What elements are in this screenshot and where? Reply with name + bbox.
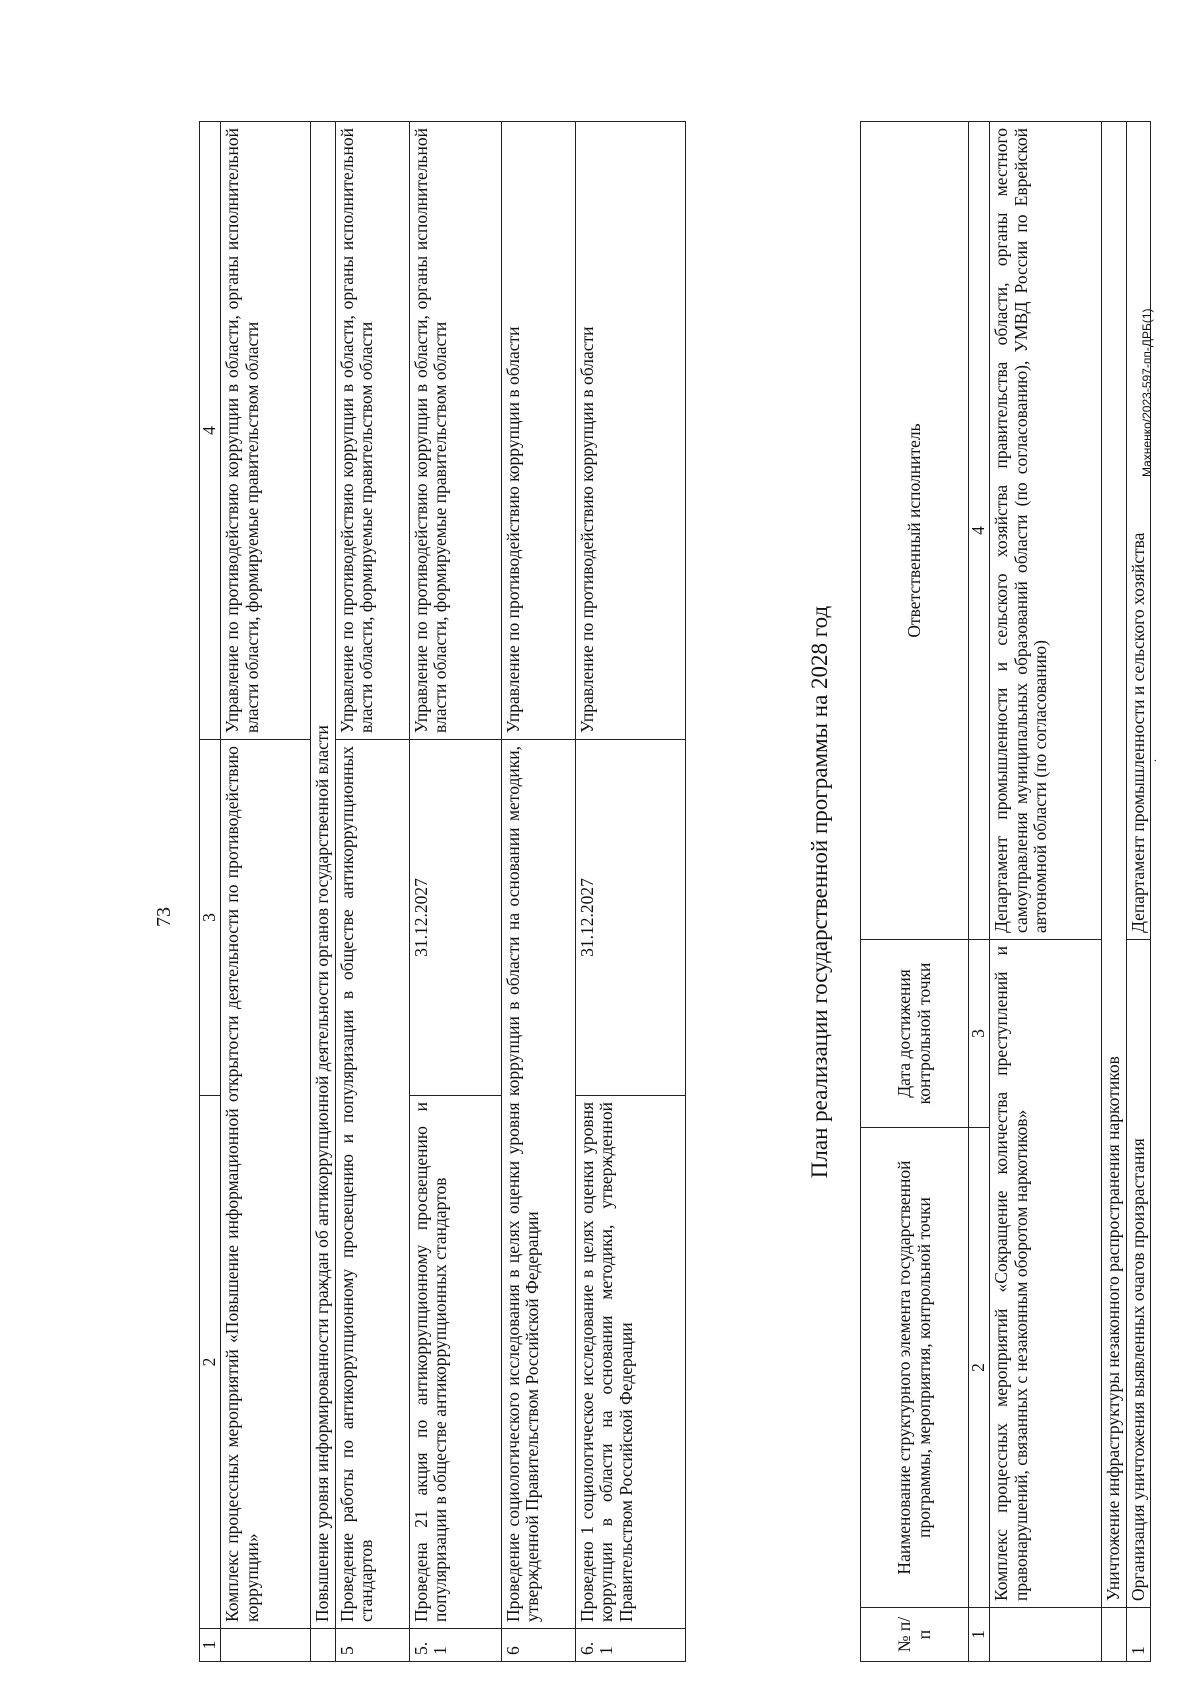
- row-date: 31.12.2027: [575, 740, 685, 1096]
- header-row: [861, 122, 969, 1662]
- row-name: Проведение работы по антикоррупционному просвещению и популяризации в обществе антикоррупционных стандартов: [335, 740, 409, 1629]
- row-executor: Управление по противодействию коррупции в области, органы исполнительной власти области, формируемые правительством области: [335, 122, 409, 740]
- row-number: 5.1: [409, 1629, 501, 1662]
- row-number: 5: [335, 1629, 409, 1662]
- page-number: 73: [153, 907, 175, 927]
- column-number: 3: [200, 740, 221, 1096]
- column-number-row: [969, 122, 990, 1662]
- table-row: [501, 122, 575, 1662]
- row-name: Проведена 21 акция по антикоррупционному просвещению и популяризации в обществе антикоррупционных стандартов: [409, 1096, 501, 1629]
- row-executor: Управление по противодействию коррупции в области, органы исполнительной власти области, формируемые правительством области: [221, 122, 311, 740]
- section-row: [1102, 122, 1127, 1662]
- table-plan-2027: [199, 121, 686, 1662]
- header-date: Дата достижения контрольной точки: [861, 940, 969, 1128]
- row-number: [221, 1629, 311, 1662]
- rotated-content: [135, 102, 1159, 1662]
- column-number: 4: [200, 122, 221, 740]
- row-name: Комплекс процессных мероприятий «Повышение информационной открытости деятельности по противодействию коррупции»: [221, 740, 311, 1629]
- section-title: Уничтожение инфраструктуры незаконного распространения наркотиков: [1102, 122, 1127, 1608]
- row-executor: Департамент промышленности и сельского хозяйства: [1126, 122, 1151, 940]
- column-number: 1: [969, 1608, 990, 1662]
- table-plan-2028: [860, 121, 1151, 1662]
- row-executor: Управление по противодействию коррупции в области: [575, 122, 685, 740]
- table-row: [335, 122, 409, 1662]
- row-executor: Департамент промышленности и сельского хозяйства правительства области, органы местного самоуправления муниципальных образований области (по согласованию), УМВД России по Еврейской автономной области (по согласованию): [990, 122, 1102, 940]
- column-number: 4: [969, 122, 990, 940]
- row-name: Проведено 1 социологическое исследование в целях оценки уровня коррупции в области на основании методики, утвержденной Правительством Российской Федерации: [575, 1096, 685, 1629]
- row-number: 1: [1126, 1608, 1151, 1662]
- row-name: Организация уничтожения выявленных очагов произрастания: [1126, 940, 1151, 1608]
- row-number: 6.1: [575, 1629, 685, 1662]
- table-row: [990, 122, 1102, 1662]
- column-number: 1: [200, 1629, 221, 1662]
- column-number: 3: [969, 940, 990, 1128]
- row-number: [990, 1608, 1102, 1662]
- header-executor: Ответственный исполнитель: [861, 122, 969, 940]
- row-name: Проведение социологического исследования в целях оценки уровня коррупции в области на основании методики, утвержденной Правительством Российской Федерации: [501, 740, 575, 1629]
- stray-mark: .: [1145, 759, 1159, 762]
- table-row: [575, 122, 685, 1662]
- row-executor: Управление по противодействию коррупции в области: [501, 122, 575, 740]
- row-date: 31.12.2027: [409, 740, 501, 1096]
- section-heading: План реализации государственной программы на 2028 год: [807, 605, 832, 1179]
- row-number: 6: [501, 1629, 575, 1662]
- section-title: Повышение уровня информированности граждан об антикоррупционной деятельности органов государственной власти: [311, 122, 336, 1629]
- document-code: Махненко/2023-597-пп-ДРБ(1): [1140, 308, 1154, 477]
- column-number: 2: [969, 1128, 990, 1608]
- table-row: [409, 122, 501, 1662]
- column-number: 2: [200, 1096, 221, 1629]
- row-executor: Управление по противодействию коррупции в области, органы исполнительной власти области, формируемые правительством области: [409, 122, 501, 740]
- row-name: Комплекс процессных мероприятий «Сокращение количества преступлений и правонарушений, связанных с незаконным оборотом наркотиков»: [990, 940, 1102, 1608]
- column-number-row: [200, 122, 221, 1662]
- header-name: Наименование структурного элемента государственной программы, мероприятия, контрольной точки: [861, 1128, 969, 1608]
- header-num: № п/п: [861, 1608, 969, 1662]
- section-row: [311, 122, 336, 1662]
- table-row: [221, 122, 311, 1662]
